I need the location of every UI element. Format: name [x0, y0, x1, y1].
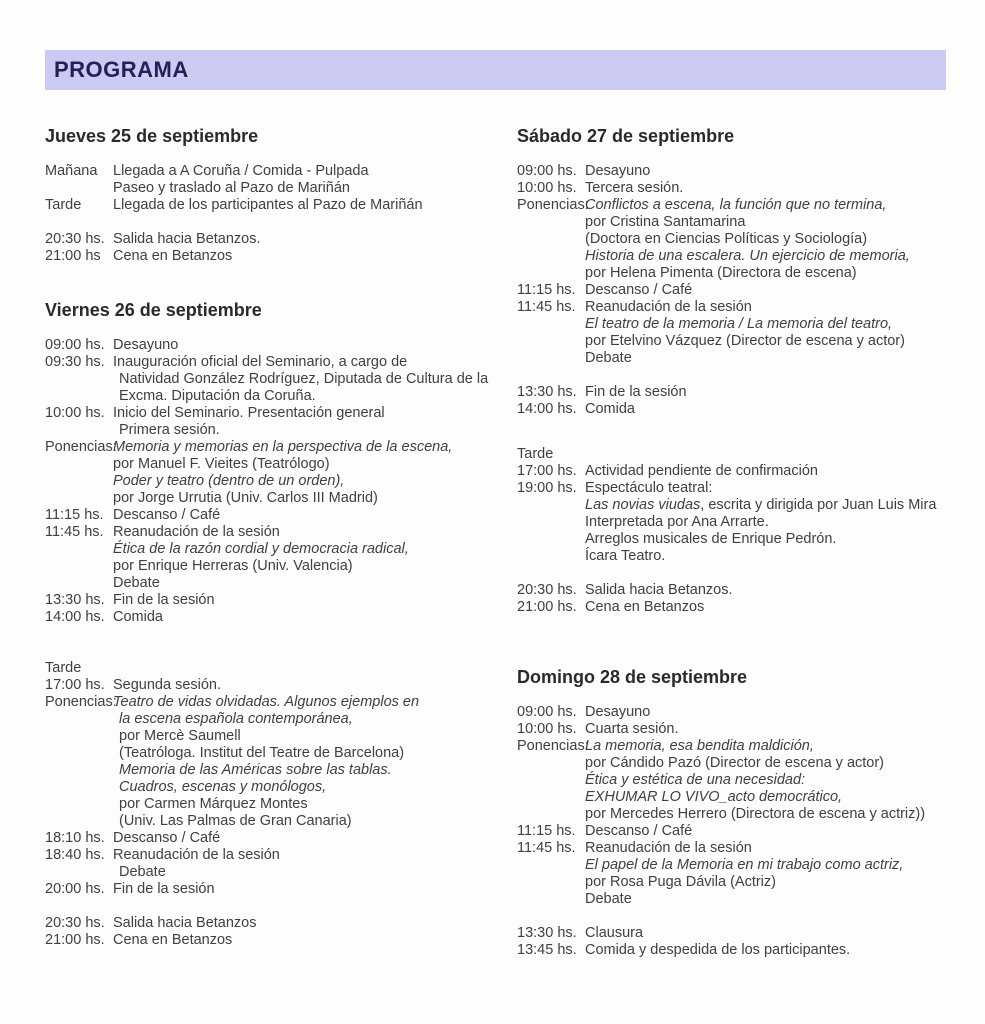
schedule-row — [45, 524, 505, 592]
event-description — [113, 592, 505, 609]
event-line: Desayuno — [113, 337, 179, 353]
schedule-row — [45, 694, 505, 830]
time-label: 10:00 hs. — [45, 405, 105, 421]
event-description — [585, 401, 965, 418]
schedule-row — [45, 337, 505, 354]
time-label: 19:00 hs. — [517, 480, 577, 496]
event-line: Fin de la sesión — [585, 384, 687, 400]
spacer — [45, 898, 505, 915]
time-label: Ponencias: — [45, 439, 117, 455]
event-description — [585, 299, 965, 367]
schedule-columns — [45, 125, 965, 959]
event-description — [585, 582, 965, 599]
event-line: Descanso / Café — [585, 823, 693, 839]
schedule-row — [517, 582, 965, 599]
schedule-row — [517, 180, 965, 197]
event-line: Debate — [585, 350, 632, 366]
event-description — [585, 180, 965, 197]
event-line: Comida y despedida de los participantes. — [585, 942, 851, 958]
event-description — [113, 405, 505, 439]
event-line: Llegada a A Coruña / Comida - Pulpada — [113, 163, 369, 179]
schedule-row — [45, 439, 505, 507]
time-label: 13:30 hs. — [45, 592, 105, 608]
event-description — [585, 599, 965, 616]
event-description — [113, 524, 505, 592]
event-description — [113, 881, 505, 898]
event-line: Inicio del Seminario. Presentación general — [113, 405, 385, 421]
time-label: 10:00 hs. — [517, 721, 577, 737]
event-line: Reanudación de la sesión — [585, 840, 752, 856]
time-label: 13:30 hs. — [517, 925, 577, 941]
time-label: 14:00 hs. — [517, 401, 577, 417]
event-line: Cena en Betanzos — [585, 599, 705, 615]
schedule-row — [45, 915, 505, 932]
time-label: Tarde — [45, 660, 82, 676]
schedule-row — [517, 823, 965, 840]
event-line: Espectáculo teatral: — [585, 480, 713, 496]
event-line: por Helena Pimenta (Directora de escena) — [585, 265, 857, 281]
schedule-row — [517, 925, 965, 942]
event-line: Cuadros, escenas y monólogos, — [119, 779, 327, 795]
page-title: PROGRAMA — [54, 57, 189, 82]
schedule-row — [517, 704, 965, 721]
schedule-row — [45, 163, 505, 197]
event-line: Excma. Diputación da Coruña. — [119, 388, 316, 404]
event-line: (Univ. Las Palmas de Gran Canaria) — [119, 813, 352, 829]
time-label: 11:45 hs. — [45, 524, 104, 540]
event-line: EXHUMAR LO VIVO_acto democrático, — [585, 789, 843, 805]
left-column — [45, 125, 505, 959]
event-line: Ética de la razón cordial y democracia radical, — [113, 541, 409, 557]
schedule-row — [45, 592, 505, 609]
time-label: 17:00 hs. — [45, 677, 105, 693]
event-description — [113, 694, 505, 830]
program-header — [45, 50, 946, 90]
event-line: Clausura — [585, 925, 644, 941]
schedule-row — [517, 942, 965, 959]
event-description — [585, 823, 965, 840]
day-heading: Sábado 27 de septiembre — [517, 126, 735, 146]
event-line: Descanso / Café — [585, 282, 693, 298]
event-line: Salida hacia Betanzos. — [585, 582, 733, 598]
time-label: 11:15 hs. — [517, 282, 576, 298]
event-description — [113, 915, 505, 932]
right-column — [517, 125, 965, 959]
time-label: 20:30 hs. — [517, 582, 577, 598]
time-label: Ponencias: — [45, 694, 117, 710]
event-line: Llegada de los participantes al Pazo de Mariñán — [113, 197, 423, 213]
schedule-row — [517, 401, 965, 418]
time-label: Ponencias: — [517, 197, 589, 213]
event-line: Cuarta sesión. — [585, 721, 679, 737]
event-line: Historia de una escalera. Un ejercicio de memoria, — [585, 248, 910, 264]
time-label: Tarde — [517, 446, 554, 462]
event-line: por Carmen Márquez Montes — [119, 796, 308, 812]
event-description — [585, 840, 965, 908]
event-line: Fin de la sesión — [113, 592, 215, 608]
event-line: Desayuno — [585, 163, 651, 179]
time-label: 10:00 hs. — [517, 180, 577, 196]
event-description — [585, 738, 965, 823]
event-line: Las novias viudas, escrita y dirigida por Juan Luis Mira — [585, 497, 937, 513]
time-label: 11:45 hs. — [517, 840, 576, 856]
event-description — [113, 847, 505, 881]
time-label: 13:30 hs. — [517, 384, 577, 400]
event-description — [113, 932, 505, 949]
event-line: Paseo y traslado al Pazo de Mariñán — [113, 180, 350, 196]
event-line: El teatro de la memoria / La memoria del teatro, — [585, 316, 893, 332]
event-line: por Mercè Saumell — [119, 728, 241, 744]
schedule-row — [517, 840, 965, 908]
spacer — [517, 908, 965, 925]
event-description — [585, 925, 965, 942]
schedule-row — [517, 738, 965, 823]
spacer — [517, 565, 965, 582]
time-label: 09:00 hs. — [517, 163, 577, 179]
schedule-row — [517, 463, 965, 480]
spacer — [45, 214, 505, 231]
spacer — [45, 626, 505, 660]
event-line: por Cristina Santamarina — [585, 214, 746, 230]
schedule-row — [45, 932, 505, 949]
schedule-row — [517, 384, 965, 401]
time-label: 20:30 hs. — [45, 231, 105, 247]
event-description — [585, 463, 965, 480]
event-line: Primera sesión. — [119, 422, 220, 438]
event-line: Poder y teatro (dentro de un orden), — [113, 473, 345, 489]
event-description — [585, 163, 965, 180]
schedule-row — [45, 197, 505, 214]
schedule-row — [45, 248, 505, 265]
event-description — [113, 609, 505, 626]
schedule-row — [45, 507, 505, 524]
event-description — [113, 439, 505, 507]
event-line: Arreglos musicales de Enrique Pedrón. — [585, 531, 837, 547]
event-line: por Jorge Urrutia (Univ. Carlos III Madrid) — [113, 490, 378, 506]
time-label: 20:00 hs. — [45, 881, 105, 897]
schedule-row — [517, 446, 965, 463]
event-line: Debate — [113, 575, 160, 591]
event-line: Actividad pendiente de confirmación — [585, 463, 818, 479]
event-line: Teatro de vidas olvidadas. Algunos ejemplos en — [113, 694, 420, 710]
time-label: 09:00 hs. — [517, 704, 577, 720]
day-heading: Domingo 28 de septiembre — [517, 667, 748, 687]
time-label: 11:15 hs. — [45, 507, 104, 523]
event-line: por Mercedes Herrero (Directora de escena y actriz)) — [585, 806, 926, 822]
time-label: 09:00 hs. — [45, 337, 105, 353]
day-heading: Jueves 25 de septiembre — [45, 126, 259, 146]
event-description — [113, 337, 505, 354]
time-label: 20:30 hs. — [45, 915, 105, 931]
event-description — [113, 677, 505, 694]
event-line: la escena española contemporánea, — [119, 711, 353, 727]
time-label: 21:00 hs — [45, 248, 101, 264]
event-description — [585, 942, 965, 959]
day-heading: Viernes 26 de septiembre — [45, 300, 262, 320]
event-line: Descanso / Café — [113, 507, 221, 523]
time-label: 11:15 hs. — [517, 823, 576, 839]
event-line: Segunda sesión. — [113, 677, 222, 693]
schedule-row — [45, 354, 505, 405]
time-label: 18:10 hs. — [45, 830, 105, 846]
event-description — [113, 163, 505, 197]
event-line: Ícara Teatro. — [585, 548, 666, 564]
schedule-row — [45, 830, 505, 847]
schedule-row — [45, 609, 505, 626]
event-line: Conflictos a escena, la función que no termina, — [585, 197, 887, 213]
schedule-row — [517, 599, 965, 616]
event-line: Ética y estética de una necesidad: — [585, 772, 806, 788]
event-description — [113, 660, 505, 677]
event-line: Reanudación de la sesión — [585, 299, 752, 315]
schedule-row — [517, 480, 965, 565]
event-line: Descanso / Café — [113, 830, 221, 846]
event-line: (Teatróloga. Institut del Teatre de Barcelona) — [119, 745, 405, 761]
event-description — [113, 231, 505, 248]
event-line: Debate — [119, 864, 166, 880]
event-line: Desayuno — [585, 704, 651, 720]
event-description — [585, 704, 965, 721]
event-line: Inauguración oficial del Seminario, a cargo de — [113, 354, 408, 370]
event-description — [585, 480, 965, 565]
schedule-row — [45, 847, 505, 881]
event-description — [113, 830, 505, 847]
time-label: Tarde — [45, 197, 82, 213]
event-line: por Rosa Puga Dávila (Actriz) — [585, 874, 776, 890]
schedule-row — [517, 721, 965, 738]
time-label: 09:30 hs. — [45, 354, 105, 370]
event-line: Reanudación de la sesión — [113, 524, 280, 540]
event-line: La memoria, esa bendita maldición, — [585, 738, 814, 754]
event-description — [585, 721, 965, 738]
event-line: Tercera sesión. — [585, 180, 684, 196]
time-label: 21:00 hs. — [45, 932, 105, 948]
event-line: por Enrique Herreras (Univ. Valencia) — [113, 558, 353, 574]
event-description — [585, 384, 965, 401]
schedule-row — [517, 163, 965, 180]
event-description — [585, 282, 965, 299]
event-line: por Manuel F. Vieites (Teatrólogo) — [113, 456, 330, 472]
event-description — [113, 507, 505, 524]
event-line: Debate — [585, 891, 632, 907]
event-line: Natividad González Rodríguez, Diputada de Cultura de la — [119, 371, 489, 387]
event-line: Salida hacia Betanzos — [113, 915, 257, 931]
time-label: 13:45 hs. — [517, 942, 577, 958]
spacer — [517, 418, 965, 446]
schedule-row — [517, 197, 965, 282]
event-description — [113, 354, 505, 405]
event-line: Cena en Betanzos — [113, 932, 233, 948]
schedule-row — [517, 299, 965, 367]
schedule-row — [45, 405, 505, 439]
event-line: Salida hacia Betanzos. — [113, 231, 261, 247]
schedule-row — [45, 881, 505, 898]
event-line: Interpretada por Ana Arrarte. — [585, 514, 769, 530]
schedule-row — [45, 660, 505, 677]
schedule-row — [517, 282, 965, 299]
event-line: Comida — [585, 401, 635, 417]
time-label: Ponencias: — [517, 738, 589, 754]
schedule-row — [45, 677, 505, 694]
spacer — [517, 367, 965, 384]
time-label: 11:45 hs. — [517, 299, 576, 315]
event-line: Reanudación de la sesión — [113, 847, 280, 863]
event-line: (Doctora en Ciencias Políticas y Sociología) — [585, 231, 868, 247]
event-line: Memoria de las Américas sobre las tablas. — [119, 762, 392, 778]
schedule-row — [45, 231, 505, 248]
time-label: 18:40 hs. — [45, 847, 105, 863]
event-line: por Etelvino Vázquez (Director de escena y actor) — [585, 333, 905, 349]
event-line: El papel de la Memoria en mi trabajo como actriz, — [585, 857, 904, 873]
event-description — [585, 197, 965, 282]
event-line: Memoria y memorias en la perspectiva de la escena, — [113, 439, 453, 455]
event-description — [585, 446, 965, 463]
event-description — [113, 248, 505, 265]
event-line: Fin de la sesión — [113, 881, 215, 897]
event-description — [113, 197, 505, 214]
event-line: por Cándido Pazó (Director de escena y actor) — [585, 755, 885, 771]
time-label: 21:00 hs. — [517, 599, 577, 615]
time-label: 17:00 hs. — [517, 463, 577, 479]
event-line: Comida — [113, 609, 163, 625]
event-line: Cena en Betanzos — [113, 248, 233, 264]
time-label: Mañana — [45, 163, 98, 179]
time-label: 14:00 hs. — [45, 609, 105, 625]
